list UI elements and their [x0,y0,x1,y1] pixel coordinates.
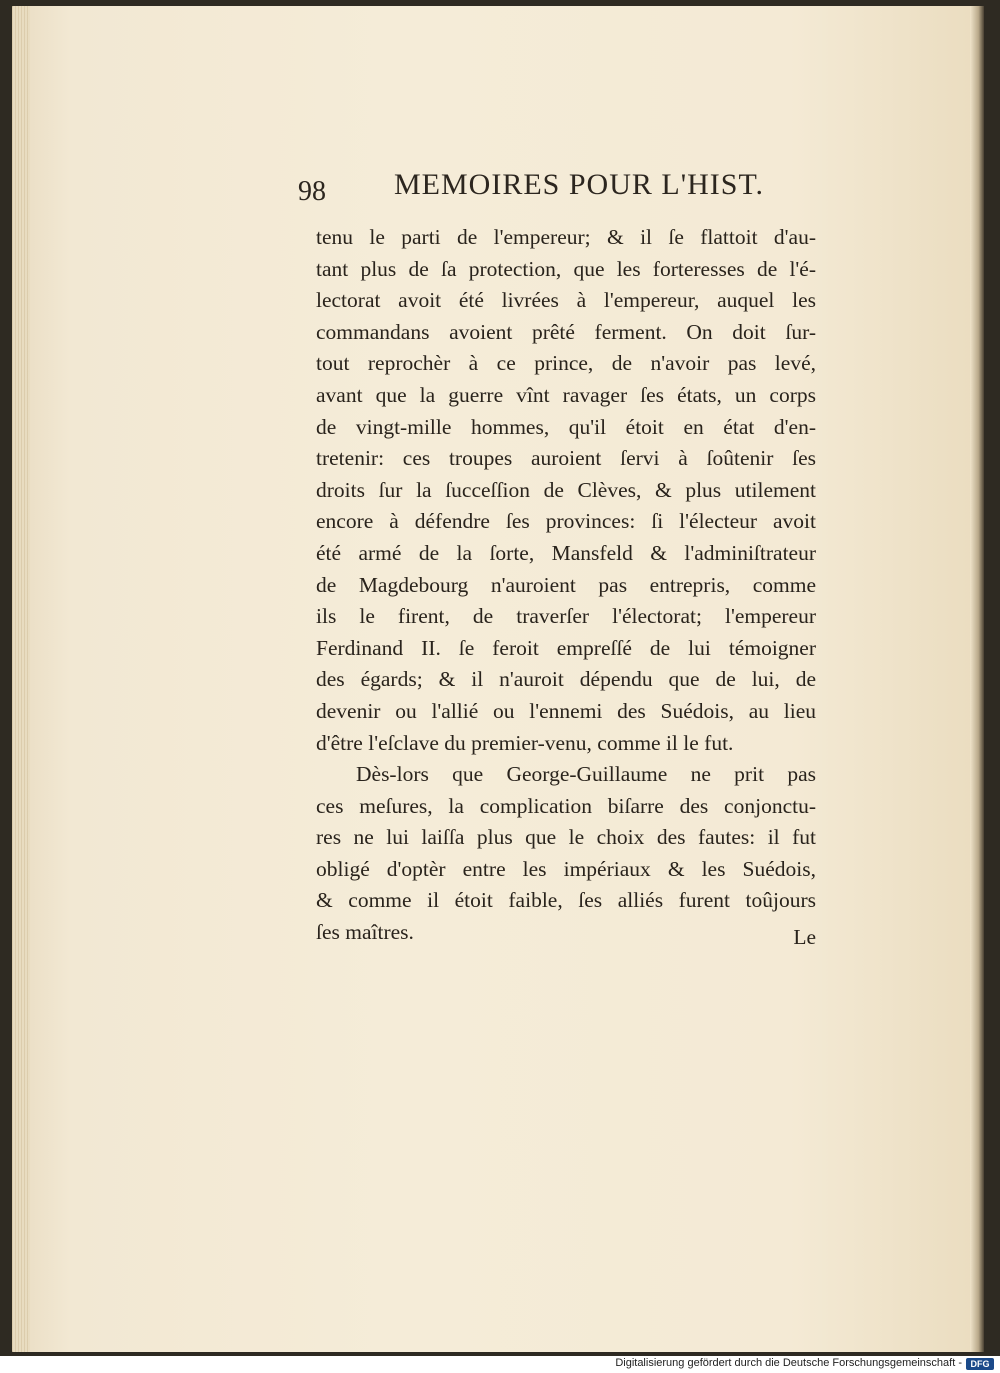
text-line: d'être l'eſclave du premier-venu, comme il le fut. [316,730,734,755]
text-line: obligé d'optèr entre les impériaux & les Suédois, [316,856,816,881]
running-head: MEMOIRES POUR L'HIST. [394,168,765,201]
page-edge-right [970,6,984,1352]
text-line: tretenir: ces troupes auroient ſervi à ſoûtenir ſes [316,446,816,471]
text-line: tenu le parti de l'empereur; & il ſe flattoit d'au- [316,225,816,249]
digitization-footer [0,1356,1000,1373]
page-header [298,168,828,208]
text-line: res ne lui laiſſa plus que le choix des fautes: il fut [316,825,816,850]
text-line: ces meſures, la complication biſarre des conjonctu- [316,793,816,818]
text-line: de Magdebourg n'auroient pas entrepris, comme [316,572,816,597]
text-line: ſes maîtres. [316,920,414,945]
text-line: & comme il étoit faible, ſes alliés furent toûjours [316,888,816,913]
text-line: avant que la guerre vînt ravager ſes états, un corps [316,382,816,407]
text-line: des égards; & il n'auroit dépendu que de lui, de [316,667,816,692]
text-line: Ferdinand II. ſe feroit empreſſé de lui témoigner [316,635,816,660]
text-line: tant plus de ſa protection, que les forteresses de l'é- [316,256,816,281]
text-line: Dès-lors que George-Guillaume ne prit pas [356,762,816,787]
text-line: droits ſur la ſucceſſion de Clèves, & plus utilement [316,477,816,502]
text-line: commandans avoient prêté ferment. On doit ſur- [316,319,816,344]
text-line: ils le firent, de traverſer l'électorat; l'empereur [316,604,816,629]
page-edge-left [12,6,30,1352]
page-number: 98 [298,176,326,207]
text-line: tout reprochèr à ce prince, de n'avoir pas levé, [316,351,816,376]
catchword: Le [793,925,816,949]
funding-credit: Digitalisierung gefördert durch die Deutsche Forschungsgemeinschaft - [615,1357,962,1369]
body-text [316,222,816,949]
text-line: de vingt-mille hommes, qu'il étoit en état d'en- [316,414,816,439]
dfg-logo: DFG [966,1358,994,1370]
text-line: encore à défendre ſes provinces: ſi l'électeur avoit [316,509,816,534]
text-line: été armé de la ſorte, Mansfeld & l'adminiſtrateur [316,540,816,565]
text-line: lectorat avoit été livrées à l'empereur, auquel les [316,288,816,313]
text-line: devenir ou l'allié ou l'ennemi des Suédois, au lieu [316,698,816,723]
